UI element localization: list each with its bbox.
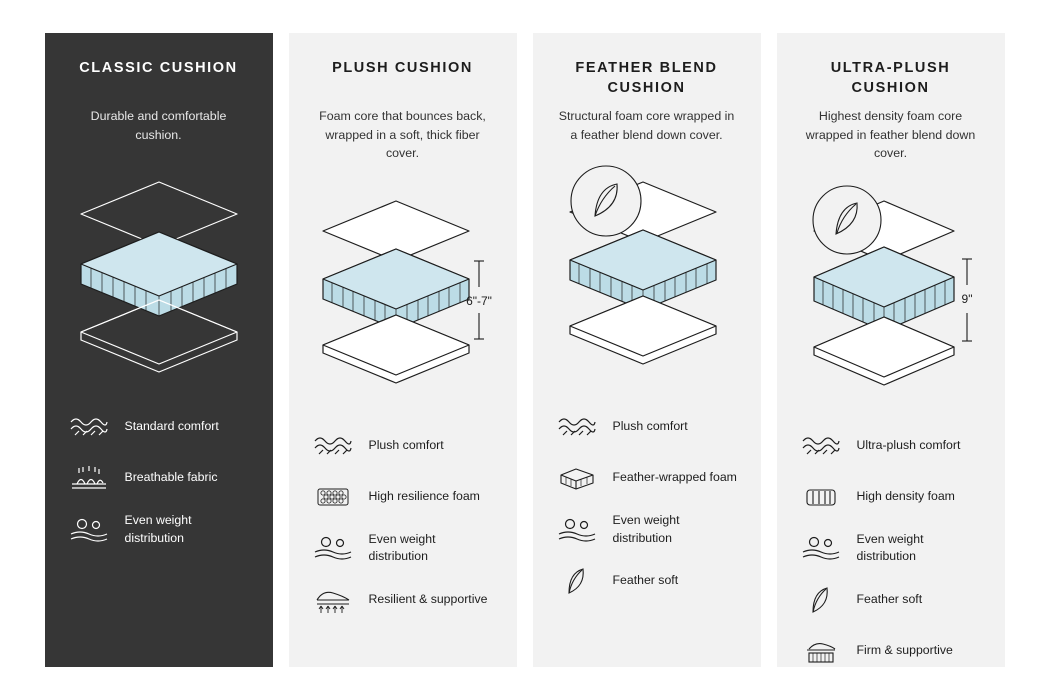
cushion-exploded-diagram: [311, 173, 495, 423]
feather-icon: [799, 583, 843, 617]
weight-distribution-icon: [67, 513, 111, 547]
panel-title: PLUSH CUSHION: [332, 60, 473, 76]
feature-label: Ultra-plush comfort: [856, 438, 961, 453]
panel-classic-cushion: [45, 33, 273, 667]
feature-label: Even weight distribution: [368, 531, 436, 564]
list-item: [67, 410, 251, 444]
feature-label: Feather soft: [612, 573, 679, 588]
dimension-label: 6"-7": [465, 293, 492, 308]
panel-plush-cushion: [289, 33, 517, 667]
feature-label: Even weight distribution: [124, 513, 192, 545]
feature-label: Feather-wrapped foam: [612, 470, 737, 485]
feature-label: Firm & supportive: [856, 643, 953, 657]
wave-lines-icon: [555, 410, 599, 444]
feature-list: [799, 429, 983, 668]
list-item: [555, 461, 739, 495]
feature-label: High resilience foam: [368, 489, 480, 504]
wave-lines-icon: [799, 429, 843, 463]
leaf-badge-icon: [813, 186, 881, 254]
panel-title: ULTRA-PLUSH CUSHION: [830, 60, 951, 96]
list-item: [799, 531, 983, 566]
feature-label: Even weight distribution: [856, 531, 924, 564]
firm-support-icon: [799, 634, 843, 668]
resilient-support-icon: [311, 583, 355, 617]
panel-title: CLASSIC CUSHION: [79, 60, 238, 76]
feature-label: High density foam: [856, 489, 955, 504]
list-item: [799, 583, 983, 617]
list-item: [555, 564, 739, 598]
panel-ultra-plush-cushion: [777, 33, 1005, 667]
list-item: [67, 512, 251, 547]
wave-lines-icon: [67, 410, 111, 444]
feature-list: [67, 410, 251, 547]
list-item: [799, 480, 983, 514]
cushion-exploded-diagram: [67, 154, 251, 404]
list-item: [799, 634, 983, 668]
panel-subtitle: Durable and comfortable cushion.: [90, 109, 227, 142]
panel-feather-blend-cushion: [533, 33, 761, 667]
feature-label: Standard comfort: [124, 419, 219, 434]
feather-wrapped-foam-icon: [555, 461, 599, 495]
panel-subtitle: Highest density foam core wrapped in feather blend down cover.: [805, 109, 976, 161]
weight-distribution-icon: [799, 531, 843, 565]
leaf-badge-icon: [571, 166, 641, 236]
wave-lines-icon: [311, 429, 355, 463]
dimension-label: 9": [961, 291, 972, 306]
list-item: [555, 410, 739, 444]
feature-label: Breathable fabric: [124, 470, 218, 485]
feature-label: Even weight distribution: [612, 513, 680, 545]
feature-label: Resilient & supportive: [368, 592, 488, 606]
list-item: [555, 512, 739, 547]
panel-title: FEATHER BLEND CUSHION: [575, 60, 718, 96]
list-item: [311, 429, 495, 463]
weight-distribution-icon: [555, 513, 599, 547]
feather-icon: [555, 564, 599, 598]
honeycomb-foam-icon: [311, 480, 355, 514]
feature-label: Feather soft: [856, 592, 923, 606]
list-item: [311, 583, 495, 617]
panel-subtitle: Structural foam core wrapped in a feather blend down cover.: [558, 109, 735, 142]
panel-subtitle: Foam core that bounces back, wrapped in a soft, thick fiber cover.: [319, 109, 486, 161]
high-density-foam-icon: [799, 480, 843, 514]
feature-list: [311, 429, 495, 617]
list-item: [799, 429, 983, 463]
breathable-fabric-icon: [67, 461, 111, 495]
list-item: [67, 461, 251, 495]
cushion-exploded-diagram: [799, 173, 983, 423]
cushion-exploded-diagram: [555, 154, 739, 404]
weight-distribution-icon: [311, 531, 355, 565]
feature-label: Plush comfort: [612, 419, 688, 434]
feature-label: Plush comfort: [368, 438, 444, 453]
feature-list: [555, 410, 739, 598]
list-item: [311, 480, 495, 514]
list-item: [311, 531, 495, 566]
